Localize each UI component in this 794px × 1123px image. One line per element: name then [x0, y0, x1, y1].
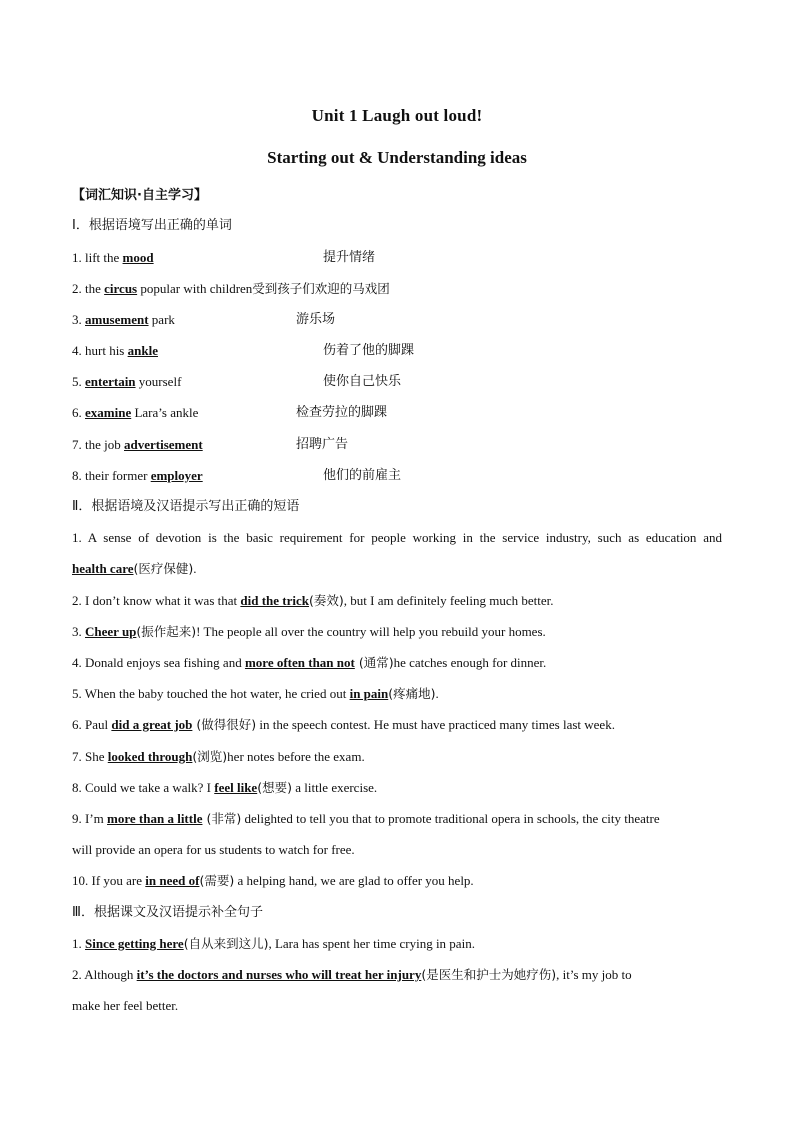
translation: (非常): [202, 811, 242, 826]
answer: looked through: [107, 749, 193, 764]
vocab-item: [72, 312, 175, 328]
translation: 伤着了他的脚踝: [323, 343, 415, 358]
item-text: 5.: [72, 374, 85, 389]
phrase-item: [72, 655, 546, 671]
vocab-item: [72, 405, 198, 421]
translation: (奏效): [309, 593, 344, 608]
translation: (自从来到这儿): [183, 936, 269, 951]
item-text: 9. I’m: [72, 811, 108, 826]
item-text: 6.: [72, 405, 85, 420]
item-text: 3.: [72, 312, 85, 327]
item-text: popular with children: [137, 281, 253, 296]
section-2-heading: Ⅱ．根据语境及汉语提示写出正确的短语: [72, 499, 300, 514]
item-text: 8. Could we take a walk? I: [72, 780, 215, 795]
answer: mood: [122, 250, 154, 265]
item-text: 10. If you are: [72, 873, 146, 888]
translation: (医疗保健): [133, 561, 194, 576]
phrase-item: [72, 873, 474, 889]
item-text: 2. Although: [72, 967, 137, 982]
page-title: Unit 1 Laugh out loud!: [311, 106, 483, 125]
translation: (振作起来): [136, 624, 197, 639]
phrase-item: [72, 749, 365, 765]
translation: (疼痛地): [388, 686, 436, 701]
translation: 招聘广告: [296, 437, 349, 452]
translation: 检查劳拉的脚踝: [296, 405, 388, 420]
item-text: .: [435, 686, 439, 701]
item-text: 2. the: [72, 281, 105, 296]
item-text: a helping hand, we are glad to offer you help.: [234, 873, 474, 888]
item-text: park: [148, 312, 175, 327]
answer: amusement: [85, 312, 149, 327]
vocab-item: [72, 250, 154, 266]
translation: 使你自己快乐: [323, 374, 402, 389]
section-3-heading: Ⅲ．根据课文及汉语提示补全句子: [72, 905, 263, 920]
section-1-heading: Ⅰ．根据语境写出正确的单词: [72, 218, 232, 233]
answer: more often than not: [244, 655, 355, 670]
item-text: Lara’s ankle: [131, 405, 199, 420]
item-text: 1.: [72, 936, 85, 951]
item-text: 3.: [72, 624, 85, 639]
item-text: delighted to tell you that to promote traditional opera in schools, the city theatre: [241, 811, 660, 826]
vocab-item: [72, 437, 203, 453]
translation: 提升情绪: [323, 250, 376, 265]
answer: employer: [150, 468, 203, 483]
translation: 游乐场: [296, 312, 336, 327]
item-text: 7. the job: [72, 437, 124, 452]
item-text: in the speech contest. He must have practiced many times last week.: [256, 717, 615, 732]
item-text: 2. I don’t know what it was that: [72, 593, 241, 608]
item-text: 7. She: [72, 749, 108, 764]
sentence-item-continued: make her feel better.: [72, 998, 179, 1013]
answer: health care: [72, 561, 134, 576]
sentence-item: [72, 936, 475, 952]
phrase-item: [72, 780, 377, 796]
answer: did the trick: [240, 593, 310, 608]
sentence-item: [72, 967, 632, 983]
answer: did a great job: [111, 717, 193, 732]
translation: (是医生和护士为她疗伤): [421, 967, 557, 982]
item-text: a little exercise.: [291, 780, 378, 795]
item-text: 5. When the baby touched the hot water, he cried out: [72, 686, 350, 701]
translation: (浏览): [192, 749, 228, 764]
item-text: .: [193, 561, 197, 576]
answer: examine: [85, 405, 132, 420]
phrase-item: [72, 717, 615, 733]
translation: 他们的前雇主: [323, 468, 402, 483]
answer: Cheer up: [85, 624, 137, 639]
phrase-item: [72, 624, 546, 640]
item-text: 4. hurt his: [72, 343, 128, 358]
vocab-item: [72, 468, 203, 484]
item-text: her notes before the exam.: [227, 749, 365, 764]
translation: (需要): [199, 873, 235, 888]
vocab-item: [72, 343, 158, 359]
phrase-item: [72, 561, 197, 577]
item-text: , but I am definitely feeling much better.: [343, 593, 554, 608]
translation: (想要): [257, 780, 292, 795]
section-tag: 【词汇知识·自主学习】: [72, 188, 207, 203]
answer: Since getting here: [85, 936, 184, 951]
vocab-item: [72, 281, 390, 297]
phrase-item-continued: will provide an opera for us students to watch for free.: [72, 842, 355, 857]
item-text: , Lara has spent her time crying in pain.: [268, 936, 475, 951]
phrase-item: [72, 593, 554, 609]
answer: more than a little: [107, 811, 203, 826]
item-text: 8. their former: [72, 468, 151, 483]
vocab-item: [72, 374, 181, 390]
phrase-item: [72, 686, 439, 702]
answer: in pain: [349, 686, 389, 701]
answer: entertain: [85, 374, 136, 389]
translation: (做得很好): [192, 717, 257, 732]
answer: in need of: [145, 873, 200, 888]
page-subtitle: Starting out & Understanding ideas: [267, 148, 527, 167]
item-text: 4. Donald enjoys sea fishing and: [72, 655, 245, 670]
answer: it’s the doctors and nurses who will treat her injury: [136, 967, 422, 982]
translation: 受到孩子们欢迎的马戏团: [252, 281, 390, 296]
item-text: , it’s my job to: [556, 967, 632, 982]
item-text: yourself: [135, 374, 182, 389]
answer: advertisement: [124, 437, 203, 452]
phrase-item: 1. A sense of devotion is the basic requirement for people working in the service industry, such as education and: [72, 530, 722, 545]
item-text: 6. Paul: [72, 717, 112, 732]
translation: (通常): [354, 655, 394, 670]
answer: feel like: [214, 780, 258, 795]
answer: circus: [104, 281, 138, 296]
item-text: 1. lift the: [72, 250, 123, 265]
item-text: ! The people all over the country will help you rebuild your homes.: [196, 624, 546, 639]
answer: ankle: [127, 343, 158, 358]
phrase-item: [72, 811, 660, 827]
item-text: he catches enough for dinner.: [393, 655, 547, 670]
